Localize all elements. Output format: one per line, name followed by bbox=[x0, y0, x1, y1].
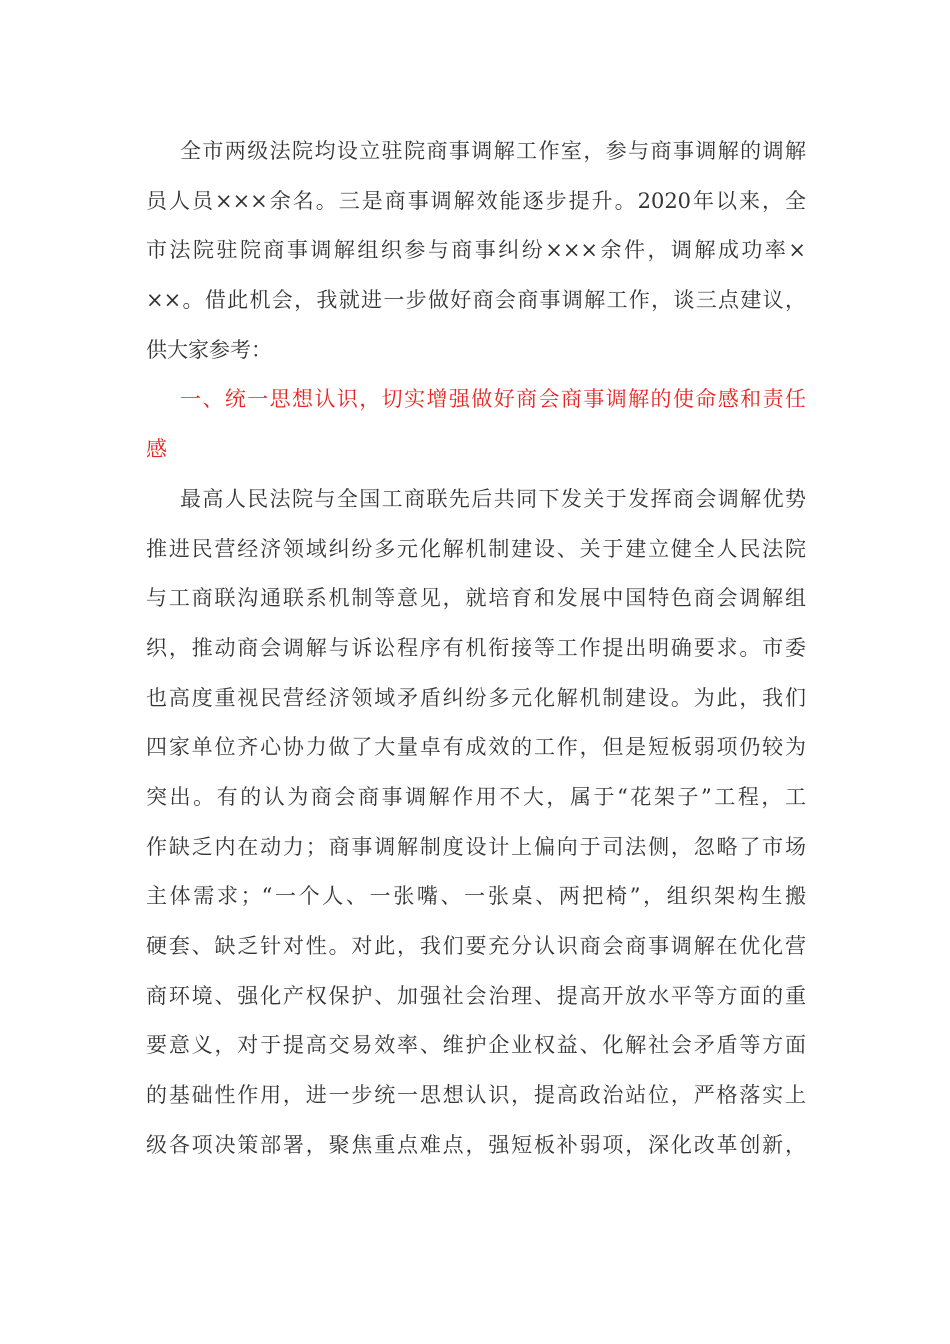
text-line: 四家单位齐心协力做了大量卓有成效的工作，但是短板弱项仍较为 bbox=[146, 735, 806, 760]
text-line: 推进民营经济领域纠纷多元化解机制建设、关于建立健全人民法院 bbox=[146, 536, 806, 561]
text-line: 与工商联沟通联系机制等意见，就培育和发展中国特色商会调解组 bbox=[146, 586, 806, 611]
text-line: 级各项决策部署，聚焦重点难点，强短板补弱项，深化改革创新， bbox=[146, 1132, 806, 1157]
paragraph-body bbox=[146, 475, 806, 1171]
text-line: 全市两级法院均设立驻院商事调解工作室，参与商事调解的调解 bbox=[180, 139, 806, 163]
text-line: 要意义，对于提高交易效率、维护企业权益、化解社会矛盾等方面 bbox=[146, 1033, 806, 1058]
document-page bbox=[146, 127, 806, 1170]
text-line: ××。借此机会，我就进一步做好商会商事调解工作，谈三点建议， bbox=[146, 288, 806, 313]
text-line: 也高度重视民营经济领域矛盾纠纷多元化解机制建设。为此，我们 bbox=[146, 685, 806, 710]
text-line: 供大家参考： bbox=[146, 337, 272, 362]
text-line: 最高人民法院与全国工商联先后共同下发关于发挥商会调解优势 bbox=[180, 486, 806, 511]
heading-line: 一、统一思想认识，切实增强做好商会商事调解的使命感和责任 bbox=[180, 387, 806, 412]
text-line: 硬套、缺乏针对性。对此，我们要充分认识商会商事调解在优化营 bbox=[146, 934, 806, 958]
text-line: 市法院驻院商事调解组织参与商事纠纷×××余件，调解成功率× bbox=[146, 238, 806, 263]
text-line: 主体需求；“一个人、一张嘴、一张桌、两把椅”，组织架构生搬 bbox=[146, 884, 806, 909]
section-heading bbox=[146, 375, 806, 474]
paragraph-intro bbox=[146, 127, 806, 375]
text-line: 商环境、强化产权保护、加强社会治理、提高开放水平等方面的重 bbox=[146, 983, 806, 1008]
text-line: 作缺乏内在动力；商事调解制度设计上偏向于司法侧，忽略了市场 bbox=[146, 834, 806, 859]
heading-line: 感 bbox=[146, 437, 167, 462]
text-line: 突出。有的认为商会商事调解作用不大，属于“花架子”工程，工 bbox=[146, 784, 806, 809]
text-line: 织，推动商会调解与诉讼程序有机衔接等工作提出明确要求。市委 bbox=[146, 635, 806, 660]
text-line: 员人员×××余名。三是商事调解效能逐步提升。2020年以来，全 bbox=[146, 188, 806, 213]
text-line: 的基础性作用，进一步统一思想认识，提高政治站位，严格落实上 bbox=[146, 1083, 806, 1108]
